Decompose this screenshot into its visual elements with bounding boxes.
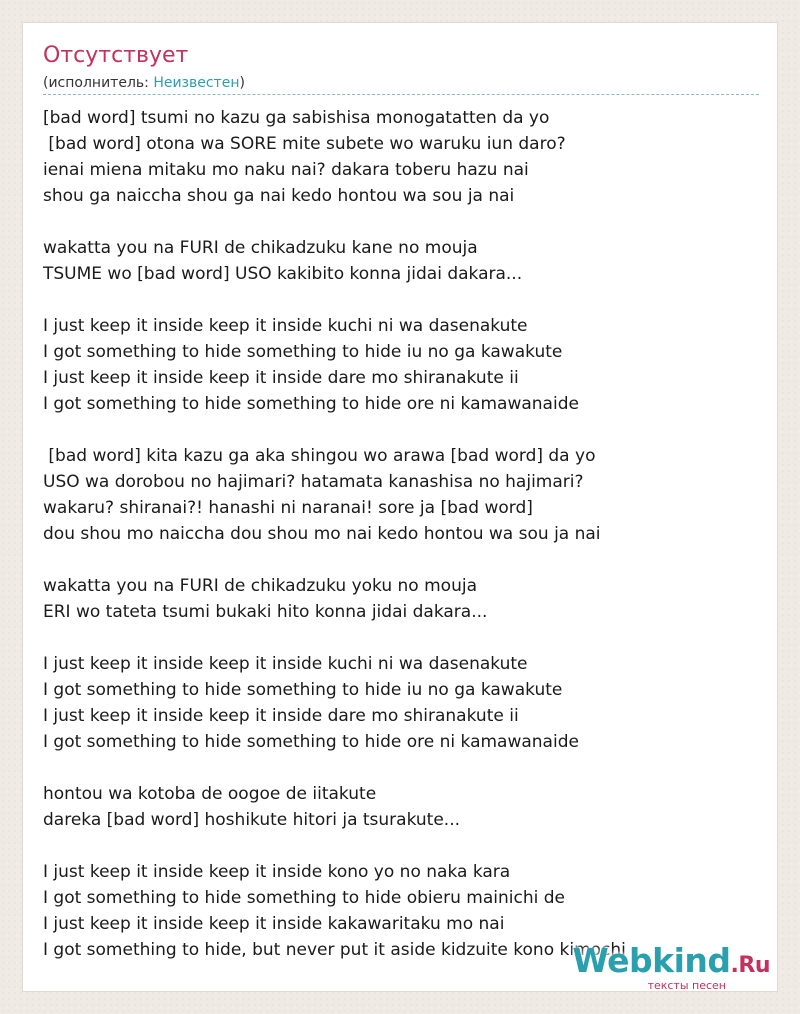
lyric-line: I got something to hide something to hide obieru mainichi de [43, 888, 565, 908]
lyric-blank-line [43, 209, 759, 235]
lyric-blank-line [43, 625, 759, 651]
artist-prefix: (исполнитель: [43, 75, 154, 91]
lyric-line: [bad word] tsumi no kazu ga sabishisa monogatatten da yo [43, 108, 550, 128]
lyrics-card [22, 22, 778, 992]
lyric-line: I just keep it inside keep it inside kuchi ni wa dasenakute [43, 316, 528, 336]
song-title: Отсутствует [43, 43, 189, 68]
lyric-blank-line [43, 755, 759, 781]
lyric-line: hontou wa kotoba de oogoe de iitakute [43, 784, 377, 804]
artist-line [43, 73, 245, 93]
watermark-tld: .Ru [730, 953, 770, 978]
watermark-brand: Webkind [572, 941, 731, 980]
artist-link[interactable]: Неизвестен [153, 75, 240, 91]
lyric-line: [bad word] otona wa SORE mite subete wo waruku iun daro? [43, 134, 566, 154]
lyric-blank-line [43, 417, 759, 443]
lyric-line: I just keep it inside keep it inside dare mo shiranakute ii [43, 368, 519, 388]
lyric-line: I got something to hide something to hide ore ni kamawanaide [43, 394, 579, 414]
lyric-line: [bad word] kita kazu ga aka shingou wo arawa [bad word] da yo [43, 446, 596, 466]
artist-suffix: ) [239, 75, 245, 91]
lyric-blank-line [43, 833, 759, 859]
lyric-line: I got something to hide, but never put it aside kidzuite kono kimochi [43, 940, 626, 960]
lyric-line: I just keep it inside keep it inside kakawaritaku mo nai [43, 914, 505, 934]
lyric-line: shou ga naiccha shou ga nai kedo hontou wa sou ja nai [43, 186, 515, 206]
lyric-blank-line [43, 547, 759, 573]
watermark-tagline: тексты песен [647, 979, 726, 992]
lyric-line: wakaru? shiranai?! hanashi ni naranai! sore ja [bad word] [43, 498, 533, 518]
lyric-line: I just keep it inside keep it inside dare mo shiranakute ii [43, 706, 519, 726]
lyric-line: dou shou mo naiccha dou shou mo nai kedo hontou wa sou ja nai [43, 524, 601, 544]
lyric-line: ERI wo tateta tsumi bukaki hito konna jidai dakara... [43, 602, 488, 622]
lyric-line: ienai miena mitaku mo naku nai? dakara toberu hazu nai [43, 160, 529, 180]
lyric-line: TSUME wo [bad word] USO kakibito konna jidai dakara... [43, 264, 523, 284]
lyrics-text [43, 105, 759, 963]
lyric-blank-line [43, 287, 759, 313]
lyric-line: dareka [bad word] hoshikute hitori ja tsurakute... [43, 810, 461, 830]
lyric-line: I got something to hide something to hide iu no ga kawakute [43, 342, 563, 362]
lyric-line: I got something to hide something to hide ore ni kamawanaide [43, 732, 579, 752]
lyric-line: USO wa dorobou no hajimari? hatamata kanashisa no hajimari? [43, 472, 584, 492]
lyric-line: wakatta you na FURI de chikadzuku yoku no mouja [43, 576, 477, 596]
lyric-line: I just keep it inside keep it inside kuchi ni wa dasenakute [43, 654, 528, 674]
lyric-line: wakatta you na FURI de chikadzuku kane no mouja [43, 238, 478, 258]
lyric-line: I just keep it inside keep it inside kono yo no naka kara [43, 862, 511, 882]
title-divider [43, 94, 759, 95]
lyric-line: I got something to hide something to hide iu no ga kawakute [43, 680, 563, 700]
